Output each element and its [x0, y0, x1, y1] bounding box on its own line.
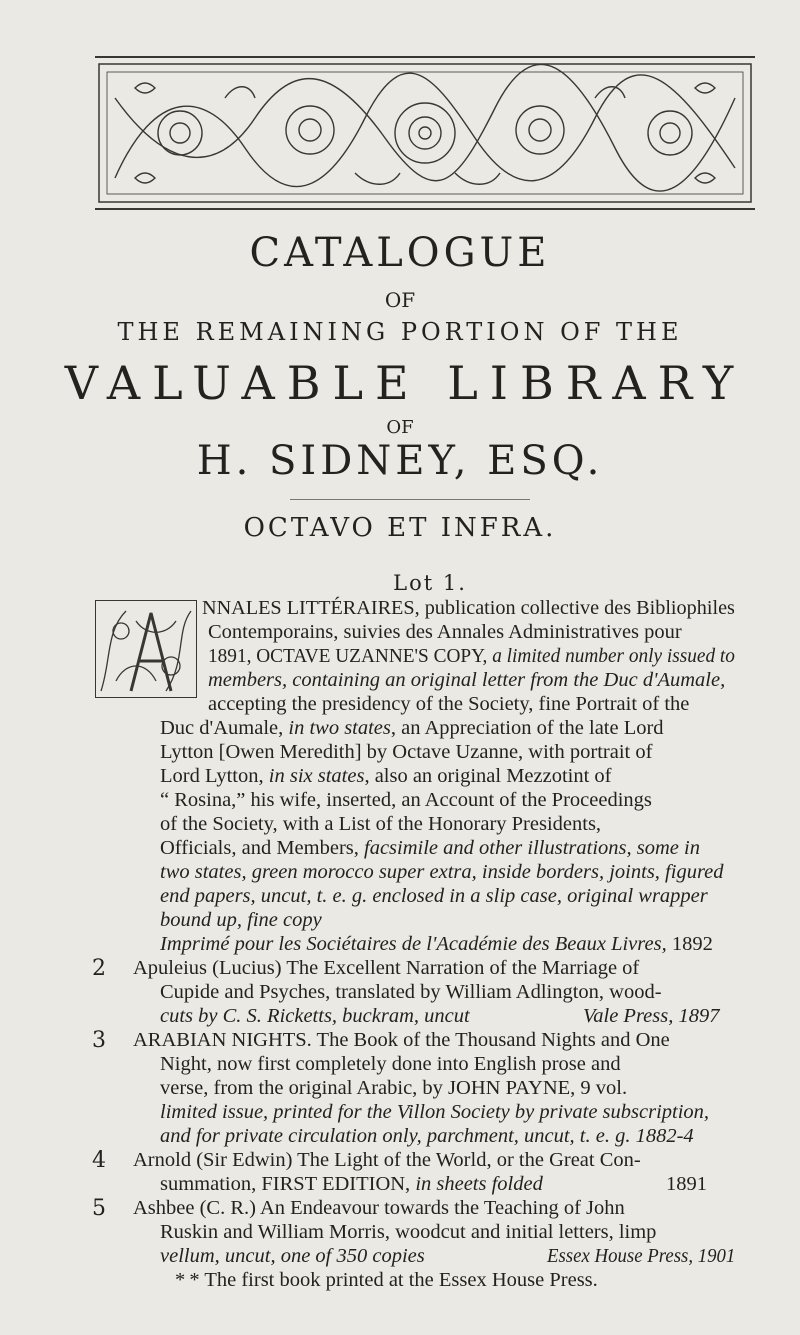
lot5-imprint: Essex House Press, 1901 [547, 1245, 736, 1267]
lot3-line3: verse, from the original Arabic, by JOHN PAYNE, 9 vol. [160, 1077, 628, 1099]
catalogue-title: CATALOGUE [249, 230, 551, 276]
lot1-line2: Contemporains, suivies des Annales Administratives pour [208, 621, 682, 643]
lot3-line4: limited issue, printed for the Villon Society by private subscription, [160, 1101, 710, 1123]
decorated-initial-a [95, 600, 197, 698]
lot-label: Lot 1. [393, 571, 467, 595]
lot4-line1: Arnold (Sir Edwin) The Light of the World, or the Great Con- [133, 1149, 641, 1171]
subtitle: THE REMAINING PORTION OF THE [117, 318, 683, 346]
lot5-line2: Ruskin and William Morris, woodcut and initial letters, limp [160, 1221, 657, 1243]
floral-ornament-icon [95, 58, 755, 208]
lot3-line2: Night, now first completely done into English prose and [160, 1053, 621, 1075]
lot1-line6: Duc d'Aumale, in two states, an Appreciation of the late Lord [160, 717, 664, 739]
lot5-line1: Ashbee (C. R.) An Endeavour towards the Teaching of John [133, 1197, 625, 1219]
library-heading: VALUABLE LIBRARY [64, 356, 746, 410]
lot2-line2: Cupide and Psyches, translated by William Adlington, wood- [160, 981, 662, 1003]
lot5-line3: vellum, uncut, one of 350 copies [160, 1245, 425, 1267]
lot1-line13: end papers, uncut, t. e. g. enclosed in a slip case, original wrapper [160, 885, 708, 907]
lot-number: 4 [92, 1148, 106, 1173]
lot-number: 5 [92, 1196, 106, 1221]
lot-number: 2 [92, 956, 106, 981]
lot3-line5: and for private circulation only, parchment, uncut, t. e. g. 1882-4 [160, 1125, 694, 1147]
lot5-note: * * The first book printed at the Essex House Press. [175, 1269, 598, 1291]
lot1-line5: accepting the presidency of the Society, fine Portrait of the [208, 693, 690, 715]
lot2-line1: Apuleius (Lucius) The Excellent Narration of the Marriage of [133, 957, 640, 979]
divider [290, 499, 530, 500]
lot3-line1: ARABIAN NIGHTS. The Book of the Thousand Nights and One [133, 1029, 670, 1051]
lot1-line11: Officials, and Members, facsimile and other illustrations, some in [160, 837, 700, 859]
lot1-line10: of the Society, with a List of the Honorary Presidents, [160, 813, 602, 835]
lot4-year: 1891 [666, 1173, 707, 1195]
lot2-imprint: Vale Press, 1897 [583, 1005, 720, 1027]
ornamental-headpiece [95, 56, 755, 210]
lot1-line12: two states, green morocco super extra, inside borders, joints, figured [160, 861, 724, 883]
lot4-line2: summation, FIRST EDITION, in sheets folded [160, 1173, 543, 1195]
lot1-line4: members, containing an original letter from the Duc d'Aumale, [208, 669, 726, 691]
initial-letter-icon [96, 601, 196, 697]
lot1-line7: Lytton [Owen Meredith] by Octave Uzanne, with portrait of [160, 741, 653, 763]
lot1-line3: 1891, OCTAVE UZANNE'S COPY, a limited number only issued to [208, 645, 735, 667]
of-label-2: OF [386, 417, 414, 438]
lot1-line1: NNALES LITTÉRAIRES, publication collective des Bibliophiles [202, 597, 735, 619]
lot2-line3: cuts by C. S. Ricketts, buckram, uncut [160, 1005, 470, 1027]
owner-name: H. SIDNEY, ESQ. [196, 438, 604, 484]
of-label: OF [384, 288, 416, 312]
lot1-line14: bound up, fine copy [160, 909, 322, 931]
lot1-line15: Imprimé pour les Sociétaires de l'Académie des Beaux Livres, 1892 [160, 933, 713, 955]
lot1-line8: Lord Lytton, in six states, also an original Mezzotint of [160, 765, 612, 787]
lot-number: 3 [92, 1028, 106, 1053]
section-heading: OCTAVO ET INFRA. [243, 513, 557, 543]
lot1-line9: “ Rosina,” his wife, inserted, an Account of the Proceedings [160, 789, 652, 811]
